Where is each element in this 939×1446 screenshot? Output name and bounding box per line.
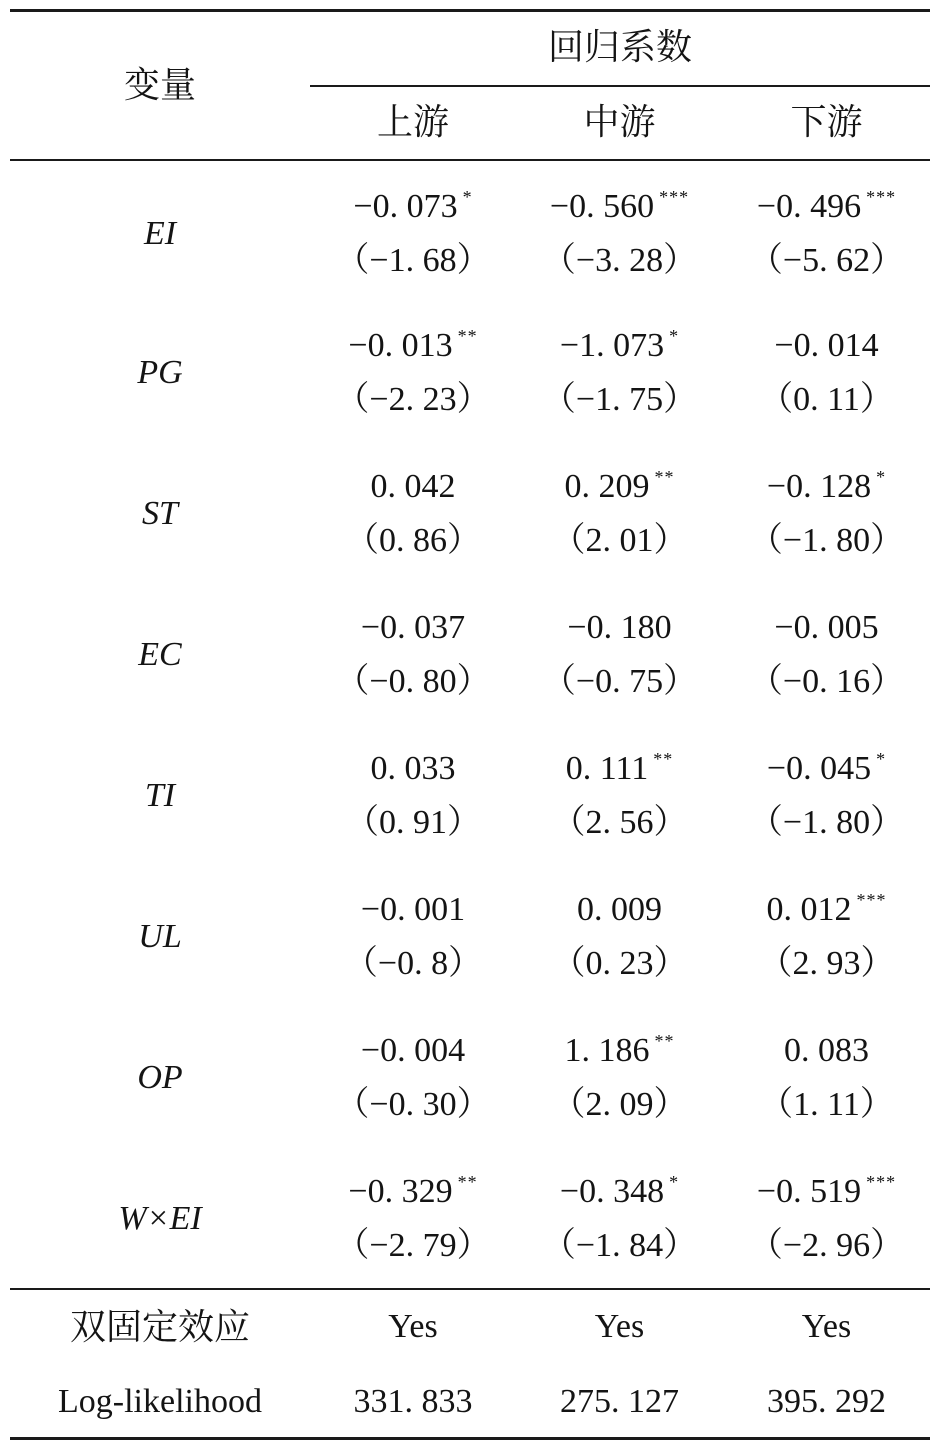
t-statistic: （−3. 28） xyxy=(541,242,698,279)
variable-name: PG xyxy=(137,354,183,391)
coefficient-value: −0. 005 xyxy=(774,609,879,646)
coefficient-value: 0. 009 xyxy=(577,891,662,928)
coefficient xyxy=(767,462,886,512)
table-cell xyxy=(723,603,930,711)
coefficient xyxy=(565,1026,675,1076)
footer-value: 275. 127 xyxy=(560,1383,679,1420)
coefficient xyxy=(361,885,465,935)
coefficient xyxy=(560,321,679,371)
t-statistic: （−0. 75） xyxy=(541,663,698,700)
t-statistic: （0. 11） xyxy=(759,381,894,418)
coefficient-value: 0. 012 xyxy=(766,891,852,928)
table-row xyxy=(10,321,930,429)
table-cell xyxy=(516,1167,723,1275)
coefficient xyxy=(361,603,465,653)
significance-stars: *** xyxy=(866,1172,897,1192)
table-cell xyxy=(310,462,516,570)
t-statistic: （−0. 16） xyxy=(748,663,905,700)
table-cell xyxy=(723,321,930,429)
significance-stars: *** xyxy=(856,890,887,910)
table-cell xyxy=(723,1167,930,1275)
coefficient-value: −0. 128 xyxy=(766,468,872,505)
t-statistic: （−2. 79） xyxy=(335,1227,491,1264)
significance-stars: ** xyxy=(653,749,674,769)
t-statistic: （−5. 62） xyxy=(748,242,905,279)
coefficient-value: 0. 209 xyxy=(564,468,650,505)
coefficient xyxy=(567,603,671,653)
variable-name: OP xyxy=(137,1059,183,1096)
table-cell xyxy=(310,321,516,429)
footer-label: 双固定效应 xyxy=(69,1307,250,1347)
variable-header: 变量 xyxy=(123,65,196,105)
coefficient-value: −0. 073 xyxy=(353,188,458,225)
t-statistic: （2. 01） xyxy=(551,522,688,559)
coefficient-value: −0. 014 xyxy=(774,327,879,364)
coefficient xyxy=(371,462,456,512)
variable-name: TI xyxy=(144,777,176,814)
t-statistic: （−0. 30） xyxy=(335,1086,491,1123)
footer-value: Yes xyxy=(388,1308,438,1345)
table-row xyxy=(10,885,930,993)
variable-name: EC xyxy=(138,636,182,673)
coefficient xyxy=(361,1026,465,1076)
coefficient-value: −0. 348 xyxy=(559,1173,665,1210)
fixed-effects-row xyxy=(10,1302,930,1352)
bottom-rule xyxy=(10,1437,930,1440)
variable-name: ST xyxy=(142,495,178,532)
table-cell xyxy=(310,182,516,290)
table-cell xyxy=(310,744,516,852)
coefficient-value: −0. 329 xyxy=(348,1173,453,1210)
t-statistic: （−1. 80） xyxy=(748,804,905,841)
header-bottom-rule xyxy=(10,159,930,161)
coefficient xyxy=(371,744,456,794)
coefficient xyxy=(757,182,896,232)
variable-name: EI xyxy=(143,215,177,252)
coefficient xyxy=(560,1167,679,1217)
table-cell xyxy=(310,1026,516,1134)
footer-value: Yes xyxy=(801,1308,852,1345)
table-row xyxy=(10,182,930,290)
table-row xyxy=(10,1026,930,1134)
coefficient-value: −0. 519 xyxy=(756,1173,862,1210)
significance-stars: * xyxy=(669,326,680,346)
t-statistic: （2. 09） xyxy=(551,1086,688,1123)
variable-name: W×EI xyxy=(118,1200,202,1237)
coefficient-value: −0. 180 xyxy=(567,609,672,646)
group-header: 回归系数 xyxy=(547,27,692,67)
table-cell xyxy=(516,1026,723,1134)
coefficient xyxy=(774,321,878,371)
coefficient-value: −0. 037 xyxy=(360,609,466,646)
significance-stars: * xyxy=(876,749,887,769)
table-cell xyxy=(516,603,723,711)
table-cell xyxy=(516,744,723,852)
t-statistic: （2. 93） xyxy=(758,945,895,982)
coefficient xyxy=(767,744,886,794)
table-cell xyxy=(723,885,930,993)
coefficient-value: −1. 073 xyxy=(559,327,665,364)
log-likelihood-row xyxy=(10,1377,930,1427)
group-header-rule xyxy=(310,85,930,87)
coefficient xyxy=(774,603,878,653)
coefficient xyxy=(565,462,675,512)
table-cell xyxy=(723,744,930,852)
t-statistic: （1. 11） xyxy=(759,1086,894,1123)
top-rule xyxy=(10,9,930,12)
column-header-upstream: 上游 xyxy=(376,102,449,142)
t-statistic: （0. 23） xyxy=(551,945,688,982)
table-row xyxy=(10,744,930,852)
coefficient xyxy=(353,182,472,232)
coefficient-value: −0. 013 xyxy=(348,327,453,364)
table-row xyxy=(10,462,930,570)
significance-stars: * xyxy=(462,187,473,207)
significance-stars: ** xyxy=(654,1031,675,1051)
footer-value: 331. 833 xyxy=(353,1383,473,1420)
t-statistic: （0. 91） xyxy=(345,804,481,841)
table-cell xyxy=(516,885,723,993)
footer-top-rule xyxy=(10,1288,930,1290)
coefficient xyxy=(757,1167,896,1217)
coefficient xyxy=(767,885,887,935)
t-statistic: （0. 86） xyxy=(345,522,481,559)
table-cell xyxy=(723,1026,930,1134)
table-cell xyxy=(516,182,723,290)
coefficient xyxy=(348,1167,477,1217)
coefficient xyxy=(348,321,477,371)
t-statistic: （−1. 75） xyxy=(541,381,698,418)
t-statistic: （2. 56） xyxy=(551,804,688,841)
t-statistic: （−2. 96） xyxy=(748,1227,905,1264)
significance-stars: * xyxy=(876,467,887,487)
table-cell xyxy=(723,182,930,290)
table-cell xyxy=(310,1167,516,1275)
column-header-midstream: 中游 xyxy=(583,102,656,142)
table-cell xyxy=(310,603,516,711)
coefficient xyxy=(784,1026,869,1076)
table-cell xyxy=(516,462,723,570)
table-cell xyxy=(723,462,930,570)
significance-stars: *** xyxy=(866,187,897,207)
t-statistic: （−1. 80） xyxy=(748,522,905,559)
coefficient xyxy=(550,182,689,232)
table-row xyxy=(10,1167,930,1275)
table-cell xyxy=(516,321,723,429)
coefficient-value: −0. 004 xyxy=(360,1032,466,1069)
coefficient-value: 0. 042 xyxy=(370,468,456,505)
coefficient-value: −0. 001 xyxy=(360,891,466,928)
t-statistic: （−0. 8） xyxy=(343,945,483,982)
coefficient xyxy=(577,885,662,935)
coefficient-value: 0. 083 xyxy=(784,1032,869,1069)
coefficient-value: 0. 111 xyxy=(565,750,649,787)
significance-stars: ** xyxy=(654,467,675,487)
t-statistic: （−1. 68） xyxy=(335,242,491,279)
coefficient-value: −0. 560 xyxy=(549,188,655,225)
footer-value: Yes xyxy=(594,1308,645,1345)
coefficient-value: 1. 186 xyxy=(564,1032,650,1069)
coefficient-value: −0. 045 xyxy=(766,750,872,787)
significance-stars: ** xyxy=(457,326,478,346)
t-statistic: （−2. 23） xyxy=(335,381,491,418)
table-cell xyxy=(310,885,516,993)
significance-stars: ** xyxy=(457,1172,478,1192)
coefficient-value: −0. 496 xyxy=(756,188,862,225)
table-row xyxy=(10,603,930,711)
column-header-downstream: 下游 xyxy=(790,102,863,142)
footer-label: Log-likelihood xyxy=(58,1383,262,1420)
variable-name: UL xyxy=(138,918,182,955)
significance-stars: * xyxy=(669,1172,680,1192)
t-statistic: （−0. 80） xyxy=(335,663,491,700)
coefficient xyxy=(566,744,673,794)
footer-value: 395. 292 xyxy=(767,1383,886,1420)
coefficient-value: 0. 033 xyxy=(370,750,456,787)
t-statistic: （−1. 84） xyxy=(541,1227,698,1264)
significance-stars: *** xyxy=(659,187,690,207)
